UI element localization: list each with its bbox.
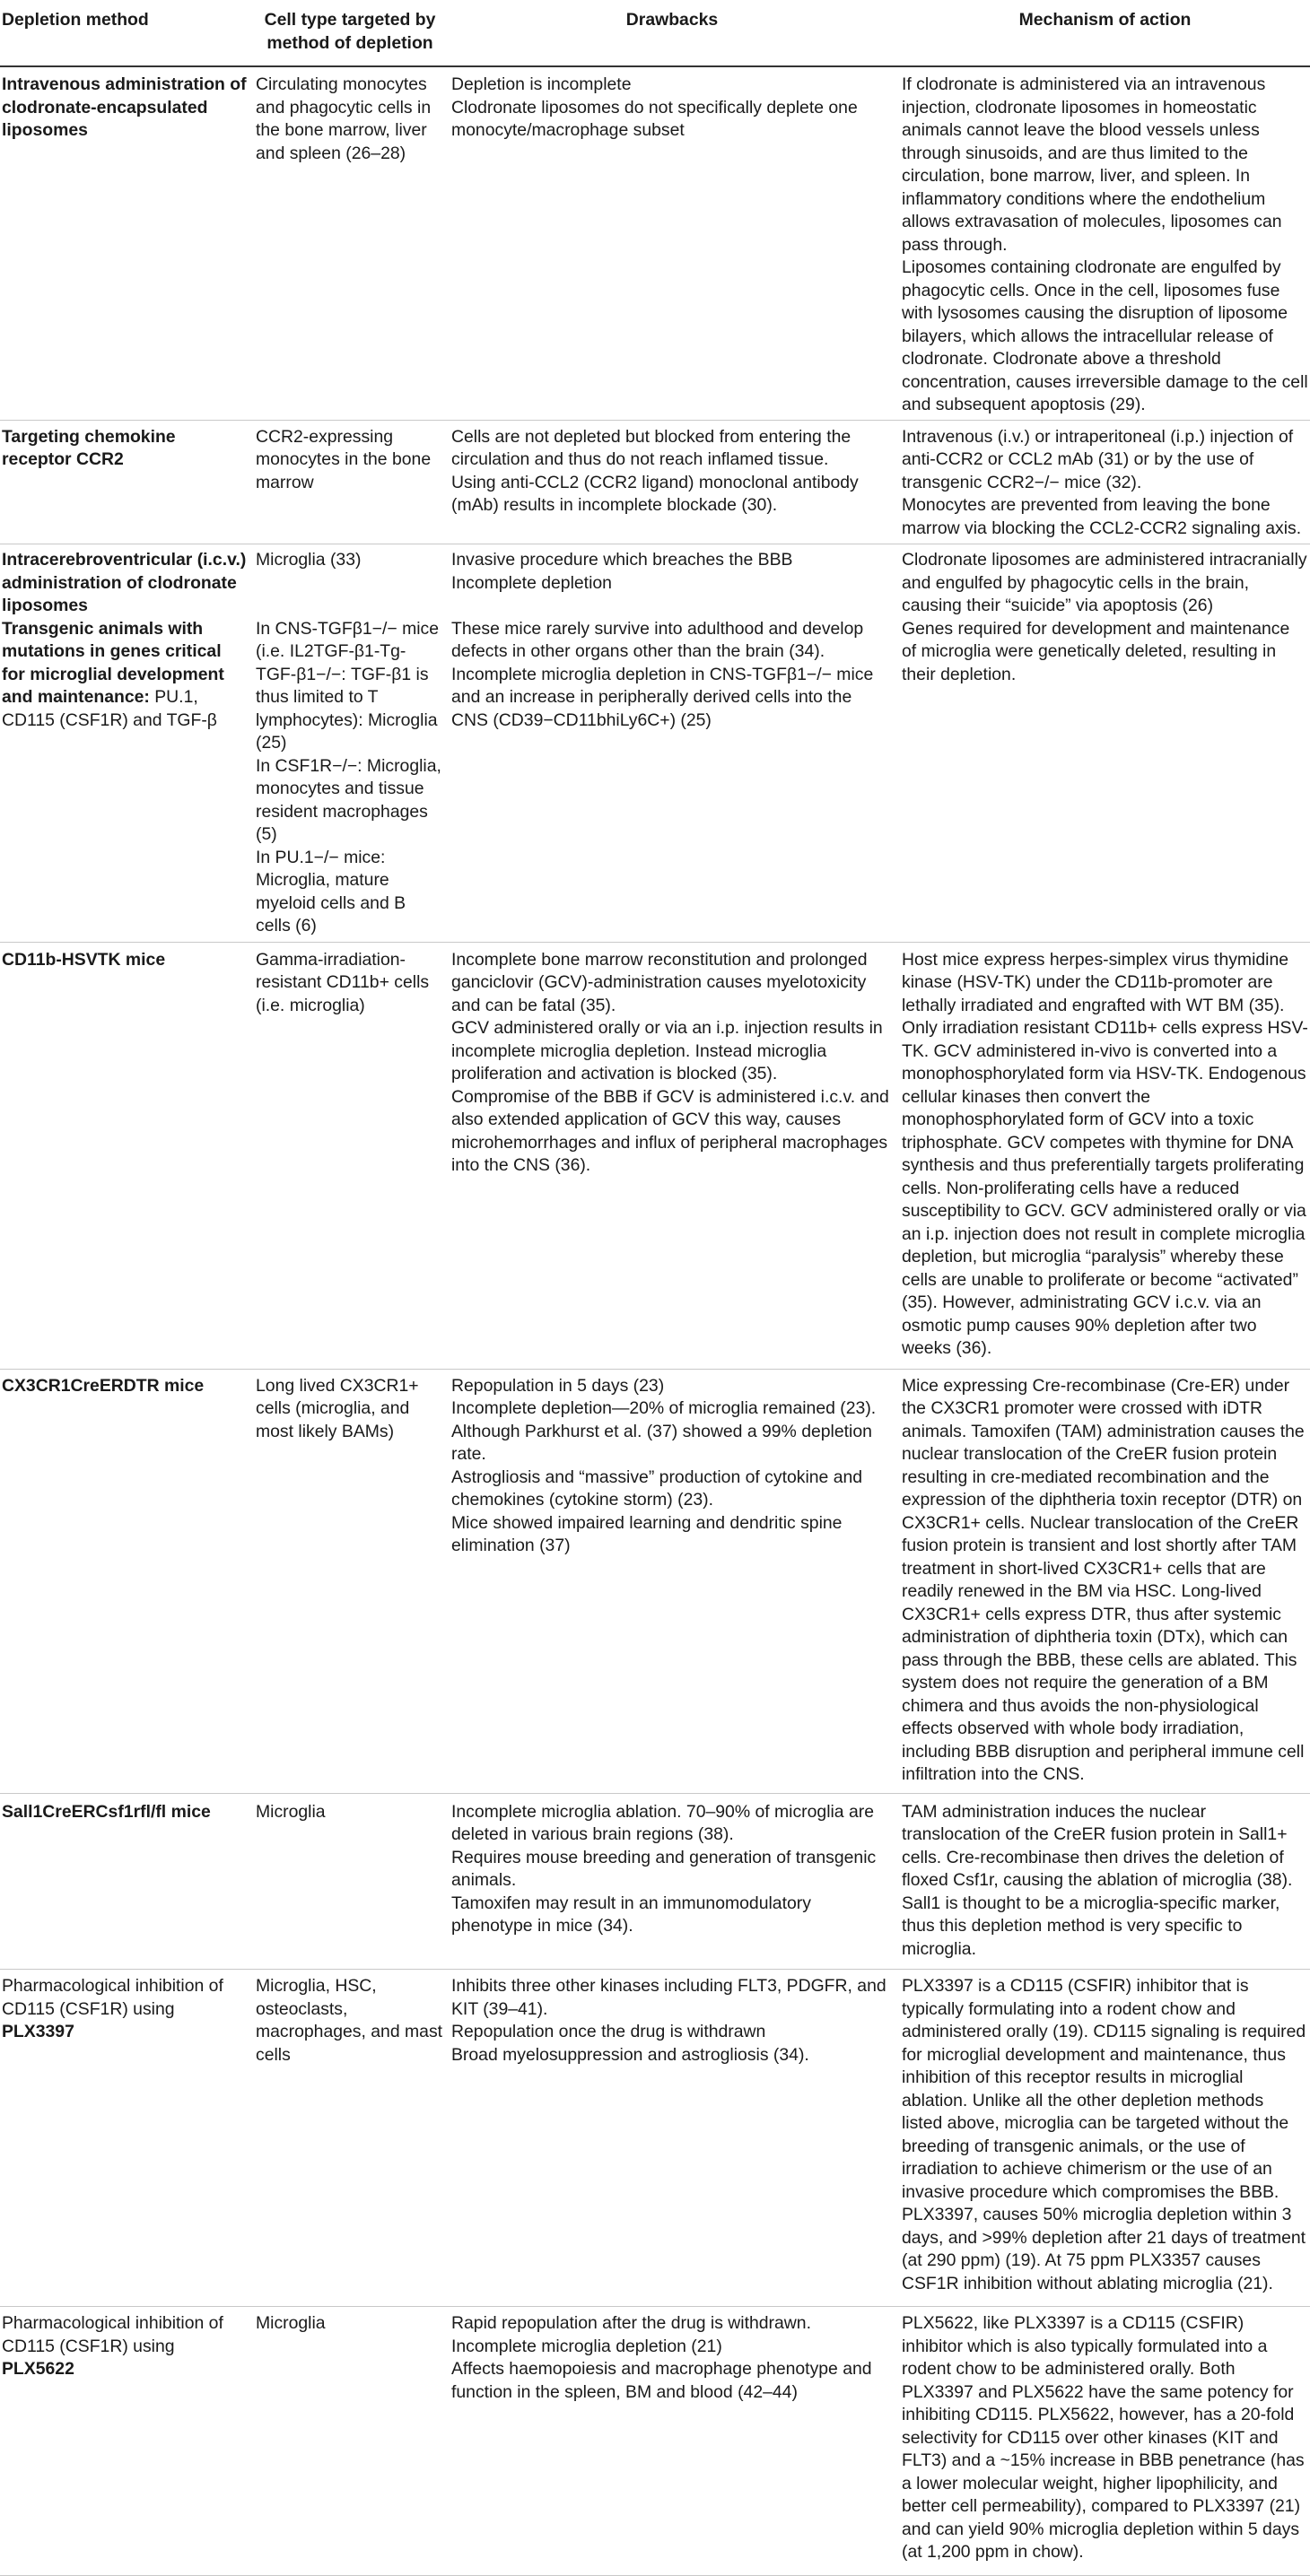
- cell-method: [0, 74, 256, 417]
- drawbacks-text: These mice rarely survive into adulthood and develop defects in other organs other than the brain (34).: [451, 618, 864, 661]
- cell-cell-type: [256, 1375, 451, 1787]
- drawbacks-text: Cells are not depleted but blocked from entering the circulation and thus do not reach inflamed tissue.: [451, 426, 852, 469]
- mechanism-text: If clodronate is administered via an intravenous injection, clodronate liposomes in homeostatic animals cannot leave the blood vessels unless through sinusoids, and are thus limited to the circulation, bone marrow, liver, and spleen. In inflammatory conditions where the endothelium allows extravasation of molecules, liposomes can pass through.: [902, 74, 1282, 255]
- drawbacks-text: GCV administered orally or via an i.p. injection results in incomplete microglia depletion. Instead microglia proliferation and activation is blocked (35).: [451, 1018, 883, 1083]
- cell-drawbacks: [451, 949, 902, 1361]
- cell-method: [0, 426, 256, 541]
- drawbacks-text: Depletion is incomplete: [451, 74, 632, 94]
- cell-type-text: Gamma-irradiation-resistant CD11b+ cells (i.e. microglia): [256, 949, 430, 1015]
- method-text: Pharmacological inhibition of CD115 (CSF1R) using PLX5622: [2, 2313, 223, 2379]
- cell-type-text: Microglia (33): [256, 550, 362, 570]
- cell-drawbacks: [451, 1375, 902, 1787]
- cell-cell-type: [256, 1975, 451, 2295]
- mechanism-text: Clodronate liposomes are administered intracranially and engulfed by phagocytic cells in the brain, causing their “suicide” via apoptosis (26): [902, 550, 1307, 615]
- drawbacks-text: Incomplete depletion—20% of microglia remained (23). Although Parkhurst et al. (37) showed a 99% depletion rate.: [451, 1398, 877, 1464]
- mechanism-text: Monocytes are prevented from leaving the bone marrow via blocking the CCL2-CCR2 signaling axis.: [902, 495, 1302, 538]
- drawbacks-text: Rapid repopulation after the drug is withdrawn.: [451, 2313, 811, 2333]
- method-text: Targeting chemokine receptor CCR2: [2, 426, 176, 469]
- mechanism-text: Liposomes containing clodronate are engulfed by phagocytic cells. Once in the cell, liposomes fuse with lysosomes causing the disruption of liposome bilayers, which allows the intracellular release of clodronate. Clodronate above a threshold concentration, causes irreversible damage to the cell and subsequent apoptosis (29).: [902, 257, 1308, 414]
- table-row: [0, 943, 1310, 1370]
- method-text: Sall1CreERCsf1rfl/fl mice: [2, 1801, 211, 1822]
- drawbacks-text: Clodronate liposomes do not specifically deplete one monocyte/macrophage subset: [451, 97, 858, 140]
- drawbacks-text: Mice showed impaired learning and dendritic spine elimination (37): [451, 1512, 843, 1555]
- drawbacks-text: Compromise of the BBB if GCV is administered i.c.v. and also extended application of GCV this way, causes microhemorrhages and influx of peripheral macrophages into the CNS (36).: [451, 1086, 889, 1175]
- table-row: [0, 67, 1310, 421]
- header-depletion-method: Depletion method: [2, 10, 149, 30]
- cell-type-text: In PU.1−/− mice: Microglia, mature myeloid cells and B cells (6): [256, 847, 406, 936]
- cell-drawbacks: [451, 1975, 902, 2295]
- cell-type-text: Circulating monocytes and phagocytic cells in the bone marrow, liver and spleen (26–28): [256, 74, 432, 163]
- cell-drawbacks: [451, 2312, 902, 2564]
- header-mechanism: Mechanism of action: [1018, 10, 1192, 30]
- mechanism-text: PLX3397 is a CD115 (CSFIR) inhibitor that is typically formulating into a rodent chow and administered orally (19). CD115 signaling is required for microglial development and maintenance, thus inhibition of this receptor results in microglial ablation. Unlike all the other depletion methods listed above, microglia can be targeted without the breeding of transgenic animals, or the use of irradiation to achieve chimerism or the use of an invasive procedure which compromises the BBB. PLX3397, causes 50% microglia depletion within 3 days, and >99% depletion after 21 days of treatment (at 290 ppm) (19). At 75 ppm PLX3357 causes CSF1R inhibition without ablating microglia (21).: [902, 1976, 1306, 2293]
- cell-method: [0, 1801, 256, 1962]
- cell-cell-type: [256, 949, 451, 1361]
- cell-drawbacks: [451, 549, 902, 618]
- cell-mechanism: [902, 1975, 1310, 2295]
- drawbacks-text: Incomplete microglia ablation. 70–90% of microglia are deleted in various brain regions (38).: [451, 1801, 875, 1844]
- drawbacks-text: Incomplete depletion: [451, 572, 612, 593]
- table-row: [0, 1794, 1310, 1971]
- table-row: [0, 2307, 1310, 2576]
- cell-mechanism: [902, 1801, 1310, 1962]
- cell-method: [0, 618, 256, 938]
- table-row: [0, 1370, 1310, 1794]
- mechanism-text: Sall1 is thought to be a microglia-specific marker, thus this depletion method is very specific to microglia.: [902, 1893, 1280, 1959]
- table-row: [0, 544, 1310, 618]
- cell-type-text: CCR2-expressing monocytes in the bone marrow: [256, 426, 432, 492]
- cell-mechanism: [902, 618, 1310, 938]
- cell-type-text: In CNS-TGFβ1−/− mice (i.e. IL2TGF-β1-Tg-TGF-β1−/−: TGF-β1 is thus limited to T lymphocytes): Microglia (25): [256, 618, 440, 753]
- cell-type-text: Microglia: [256, 2313, 326, 2333]
- cell-cell-type: [256, 426, 451, 541]
- cell-type-text: Microglia, HSC, osteoclasts, macrophages, and mast cells: [256, 1976, 443, 2065]
- header-cell-type: Cell type targeted by method of depletion: [264, 10, 436, 53]
- cell-type-text: Long lived CX3CR1+ cells (microglia, and most likely BAMs): [256, 1375, 419, 1441]
- drawbacks-text: Incomplete bone marrow reconstitution and prolonged ganciclovir (GCV)-administration causes myelotoxicity and can be fatal (35).: [451, 949, 868, 1015]
- cell-method: [0, 1975, 256, 2295]
- method-text: Intravenous administration of clodronate-encapsulated liposomes: [2, 74, 247, 140]
- cell-method: [0, 949, 256, 1361]
- cell-method: [0, 2312, 256, 2564]
- cell-method: [0, 1375, 256, 1787]
- cell-drawbacks: [451, 618, 902, 938]
- drawbacks-text: Astrogliosis and “massive” production of cytokine and chemokines (cytokine storm) (23).: [451, 1466, 863, 1510]
- drawbacks-text: Incomplete microglia depletion (21): [451, 2336, 722, 2356]
- cell-mechanism: [902, 549, 1310, 618]
- cell-drawbacks: [451, 426, 902, 541]
- cell-method: [0, 549, 256, 618]
- mechanism-text: Intravenous (i.v.) or intraperitoneal (i.p.) injection of anti-CCR2 or CCL2 mAb (31) or by the use of transgenic CCR2−/− mice (32).: [902, 426, 1294, 492]
- cell-type-text: In CSF1R−/−: Microglia, monocytes and tissue resident macrophages (5): [256, 755, 441, 844]
- cell-mechanism: [902, 74, 1310, 417]
- mechanism-text: Mice expressing Cre-recombinase (Cre-ER) under the CX3CR1 promoter were crossed with iDTR animals. Tamoxifen (TAM) administration causes the nuclear translocation of the CreER fusion protein resulting in cre-mediated recombination and the expression of the diphtheria toxin receptor (DTR) on CX3CR1+ cells. Nuclear translocation of the CreER fusion protein is transient and lost shortly after TAM treatment in short-lived CX3CR1+ cells that are readily renewed in the BM via HSC. Long-lived CX3CR1+ cells express DTR, thus after systemic administration of diphtheria toxin (DTx), which can pass through the BBB, these cells are ablated. This system does not require the generation of a BM chimera and thus avoids the non-physiological effects observed with whole body irradiation, including BBB disruption and peripheral immune cell infiltration into the CNS.: [902, 1375, 1305, 1784]
- drawbacks-text: Affects haemopoiesis and macrophage phenotype and function in the spleen, BM and blood (42–44): [451, 2359, 872, 2402]
- table-row: [0, 1970, 1310, 2307]
- mechanism-text: TAM administration induces the nuclear translocation of the CreER fusion protein in Sall1+ cells. Cre-recombinase then drives the deletion of floxed Csf1r, causing the ablation of microglia (38).: [902, 1801, 1293, 1890]
- cell-cell-type: [256, 2312, 451, 2564]
- table-header-row: [0, 0, 1310, 67]
- cell-drawbacks: [451, 74, 902, 417]
- drawbacks-text: Requires mouse breeding and generation of transgenic animals.: [451, 1847, 877, 1890]
- cell-cell-type: [256, 549, 451, 618]
- drawbacks-text: Repopulation in 5 days (23): [451, 1375, 665, 1396]
- drawbacks-text: Inhibits three other kinases including FLT3, PDGFR, and KIT (39–41).: [451, 1976, 886, 2019]
- mechanism-text: Host mice express herpes-simplex virus thymidine kinase (HSV-TK) under the CD11b-promoter are lethally irradiated and engrafted with WT BM (35). Only irradiation resistant CD11b+ cells express HSV-TK. GCV administered in-vivo is converted into a monophosphorylated form via HSV-TK. Endogenous cellular kinases then convert the monophosphorylated form of GCV into a toxic triphosphate. GCV competes with thymine for DNA synthesis and thus preferentially targets proliferating cells. Non-proliferating cells have a reduced susceptibility to GCV. GCV administered orally or via an i.p. injection does not result in complete microglia depletion, but microglia “paralysis” whereby these cells are unable to proliferate or become “activated” (35). However, administrating GCV i.c.v. via an osmotic pump causes 90% depletion after two weeks (36).: [902, 949, 1308, 1358]
- cell-type-text: Microglia: [256, 1801, 326, 1822]
- drawbacks-text: Using anti-CCL2 (CCR2 ligand) monoclonal antibody (mAb) results in incomplete blockade (30).: [451, 472, 859, 515]
- drawbacks-text: Broad myelosuppression and astrogliosis (34).: [451, 2044, 809, 2065]
- method-text: CD11b-HSVTK mice: [2, 949, 166, 970]
- cell-mechanism: [902, 949, 1310, 1361]
- drawbacks-text: Repopulation once the drug is withdrawn: [451, 2022, 766, 2041]
- drawbacks-text: Tamoxifen may result in an immunomodulatory phenotype in mice (34).: [451, 1893, 811, 1936]
- method-text: Pharmacological inhibition of CD115 (CSF1R) using PLX3397: [2, 1976, 223, 2041]
- drawbacks-text: Incomplete microglia depletion in CNS-TGFβ1−/− mice and an increase in peripherally derived cells into the CNS (CD39−CD11bhiLy6C+) (25): [451, 664, 874, 730]
- header-drawbacks: Drawbacks: [625, 10, 719, 30]
- cell-cell-type: [256, 1801, 451, 1962]
- method-text: CX3CR1CreERDTR mice: [2, 1375, 205, 1396]
- cell-mechanism: [902, 426, 1310, 541]
- mechanism-text: Genes required for development and maintenance of microglia were genetically deleted, resulting in their depletion.: [902, 618, 1290, 684]
- method-text: Intracerebroventricular (i.c.v.) administration of clodronate liposomes: [2, 550, 247, 615]
- cell-mechanism: [902, 2312, 1310, 2564]
- table-row: [0, 421, 1310, 545]
- mechanism-text: PLX5622, like PLX3397 is a CD115 (CSFIR) inhibitor which is also typically formulated into a rodent chow to be administered orally. Both PLX3397 and PLX5622 have the same potency for inhibiting CD115. PLX5622, however, has a 20-fold selectivity for CD115 over other kinases (KIT and FLT3) and a ~15% increase in BBB penetrance (has a lower molecular weight, higher lipophilicity, and better cell permeability), compared to PLX3397 (21) and can yield 90% microglia depletion within 5 days (at 1,200 ppm in chow).: [902, 2313, 1305, 2562]
- cell-cell-type: [256, 74, 451, 417]
- cell-cell-type: [256, 618, 451, 938]
- table-row: [0, 618, 1310, 943]
- method-text: Transgenic animals with mutations in genes critical for microglial development and maintenance: PU.1, CD115 (CSF1R) and TGF-β: [2, 618, 224, 730]
- cell-mechanism: [902, 1375, 1310, 1787]
- drawbacks-text: Invasive procedure which breaches the BBB: [451, 550, 793, 570]
- table-body: [0, 67, 1310, 2576]
- cell-drawbacks: [451, 1801, 902, 1962]
